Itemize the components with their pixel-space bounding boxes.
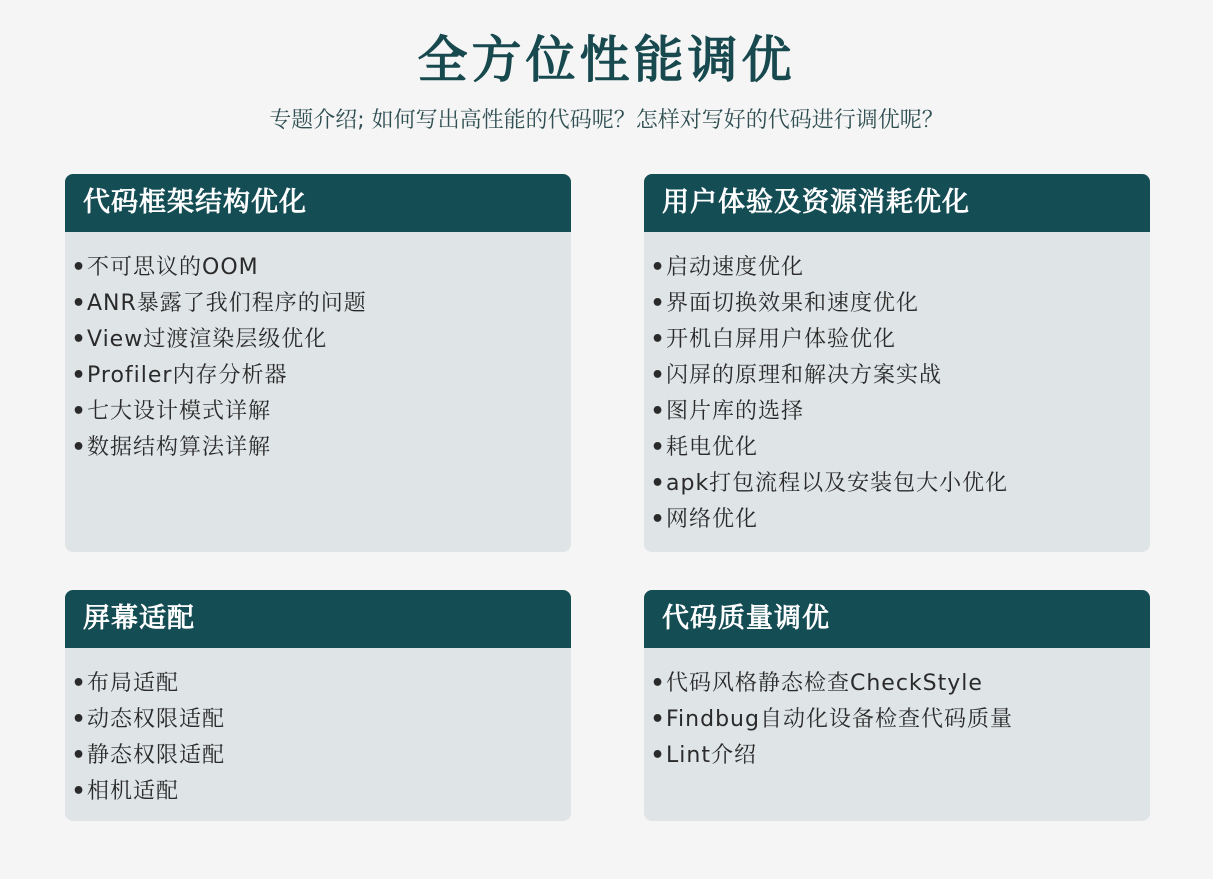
bullet-icon: •	[71, 363, 87, 388]
bullet-icon: •	[71, 435, 87, 460]
bullet-icon: •	[71, 743, 87, 768]
list-item-label: 启动速度优化	[666, 255, 805, 280]
list-item	[71, 430, 571, 466]
list-item	[650, 502, 1150, 538]
list-item-label: 开机白屏用户体验优化	[666, 327, 897, 352]
list-item-label: 代码风格静态检查CheckStyle	[666, 671, 983, 696]
card-header: 屏幕适配	[65, 590, 571, 648]
bullet-icon: •	[650, 255, 666, 280]
list-item-label: ANR暴露了我们程序的问题	[87, 291, 367, 316]
card-header: 代码质量调优	[644, 590, 1150, 648]
list-item	[650, 250, 1150, 286]
list-item-label: 耗电优化	[666, 435, 759, 460]
list-item	[71, 286, 571, 322]
list-item	[650, 358, 1150, 394]
list-item	[71, 322, 571, 358]
card-item-list	[65, 648, 571, 810]
card-code-quality	[644, 590, 1150, 821]
card-header: 用户体验及资源消耗优化	[644, 174, 1150, 232]
list-item-label: 相机适配	[87, 779, 180, 804]
bullet-icon: •	[650, 435, 666, 460]
bullet-icon: •	[650, 327, 666, 352]
list-item-label: 闪屏的原理和解决方案实战	[666, 363, 943, 388]
list-item-label: Findbug自动化设备检查代码质量	[666, 707, 1013, 732]
list-item-label: 图片库的选择	[666, 399, 805, 424]
bullet-icon: •	[650, 743, 666, 768]
list-item	[71, 394, 571, 430]
list-item-label: apk打包流程以及安装包大小优化	[666, 471, 1009, 496]
bullet-icon: •	[650, 291, 666, 316]
list-item	[71, 702, 571, 738]
page-title: 全方位性能调优	[417, 31, 796, 89]
list-item	[71, 250, 571, 286]
card-screen-adaptation	[65, 590, 571, 821]
list-item	[71, 738, 571, 774]
list-item-label: 不可思议的OOM	[87, 255, 259, 280]
list-item-label: View过渡渲染层级优化	[87, 327, 328, 352]
list-item-label: 网络优化	[666, 507, 759, 532]
list-item-label: Lint介绍	[666, 743, 757, 768]
list-item	[650, 430, 1150, 466]
bullet-icon: •	[71, 399, 87, 424]
card-item-list	[644, 648, 1150, 774]
list-item	[71, 774, 571, 810]
card-user-experience	[644, 174, 1150, 552]
list-item-label: Profiler内存分析器	[87, 363, 288, 388]
bullet-icon: •	[650, 363, 666, 388]
page-subtitle: 专题介绍; 如何写出高性能的代码呢？怎样对写好的代码进行调优呢？	[269, 108, 944, 133]
list-item-label: 布局适配	[87, 671, 180, 696]
list-item-label: 静态权限适配	[87, 743, 226, 768]
list-item-label: 七大设计模式详解	[87, 399, 272, 424]
bullet-icon: •	[650, 671, 666, 696]
list-item	[71, 666, 571, 702]
bullet-icon: •	[71, 327, 87, 352]
bullet-icon: •	[71, 291, 87, 316]
card-header: 代码框架结构优化	[65, 174, 571, 232]
bullet-icon: •	[71, 255, 87, 280]
bullet-icon: •	[71, 707, 87, 732]
list-item	[650, 738, 1150, 774]
list-item	[650, 286, 1150, 322]
bullet-icon: •	[650, 507, 666, 532]
bullet-icon: •	[650, 471, 666, 496]
card-item-list	[644, 232, 1150, 538]
list-item	[650, 466, 1150, 502]
bullet-icon: •	[650, 399, 666, 424]
card-item-list	[65, 232, 571, 466]
bullet-icon: •	[71, 779, 87, 804]
list-item-label: 界面切换效果和速度优化	[666, 291, 920, 316]
list-item	[650, 702, 1150, 738]
card-code-architecture	[65, 174, 571, 552]
bullet-icon: •	[650, 707, 666, 732]
list-item	[650, 322, 1150, 358]
list-item-label: 动态权限适配	[87, 707, 226, 732]
bullet-icon: •	[71, 671, 87, 696]
list-item	[650, 394, 1150, 430]
list-item-label: 数据结构算法详解	[87, 435, 272, 460]
list-item	[650, 666, 1150, 702]
list-item	[71, 358, 571, 394]
